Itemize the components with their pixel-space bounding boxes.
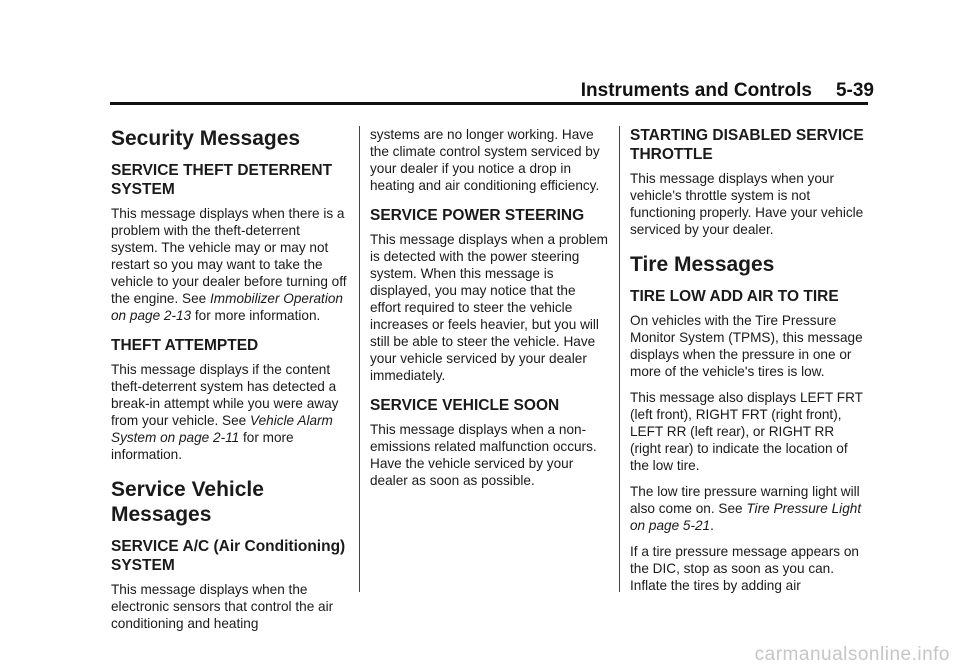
heading-theft-attempted: THEFT ATTEMPTED [111, 337, 259, 354]
paragraph-theft-attempted [111, 361, 349, 463]
column-1 [111, 126, 349, 641]
text: for more information. [111, 430, 294, 462]
column-divider-1 [359, 126, 360, 592]
link-tire-pressure-light[interactable]: Tire Pressure Light on page 5-21 [630, 501, 862, 533]
paragraph-ac: This message displays when the electronic sensors that control the air conditioning and heating [111, 582, 334, 631]
paragraph-tire-3 [630, 483, 868, 534]
link-immobilizer-operation[interactable]: Immobilizer Operation on page 2-13 [111, 291, 343, 323]
text: . [710, 518, 714, 533]
link-vehicle-alarm-system[interactable]: Vehicle Alarm System on page 2-11 [111, 413, 333, 445]
column-divider-2 [619, 126, 620, 592]
heading-starting-disabled: STARTING DISABLED SERVICE THROTTLE [630, 127, 864, 163]
page-header [581, 80, 874, 102]
heading-service-ac: SERVICE A/C (Air Conditioning) SYSTEM [111, 538, 346, 574]
text: for more information. [191, 308, 321, 323]
column-3 [630, 126, 868, 603]
paragraph-tire-4: If a tire pressure message appears on the DIC, stop as soon as you can. Inflate the tires by adding air [630, 544, 859, 593]
paragraph-starting-disabled: This message displays when your vehicle's throttle system is not functioning properly. Have your vehicle serviced by your dealer. [630, 171, 864, 237]
paragraph-ac-continued: systems are no longer working. Have the climate control system serviced by your dealer if you notice a drop in heating and air conditioning efficiency. [370, 127, 600, 193]
header-rule [110, 102, 868, 105]
heading-service-power-steering: SERVICE POWER STEERING [370, 207, 585, 224]
heading-service-theft-deterrent: SERVICE THEFT DETERRENT SYSTEM [111, 162, 333, 198]
heading-service-vehicle-soon: SERVICE VEHICLE SOON [370, 397, 560, 414]
watermark: carmanualsonline.info [754, 644, 950, 665]
paragraph-power-steering: This message displays when a problem is detected with the power steering system. When this message is displayed, you may notice that the effort required to steer the vehicle increases or feels heavier, but you will still be able to steer the vehicle. Have your vehicle serviced by your dealer immediately. [370, 232, 609, 383]
section-title: Instruments and Controls [580, 80, 812, 101]
column-2 [370, 126, 608, 498]
paragraph-tire-1: On vehicles with the Tire Pressure Monitor System (TPMS), this message displays when the pressure in one or more of the vehicle's tires is low. [630, 313, 863, 379]
heading-tire-messages: Tire Messages [630, 253, 775, 276]
heading-service-vehicle-messages: Service Vehicle Messages [111, 478, 264, 526]
paragraph-vehicle-soon: This message displays when a non-emissions related malfunction occurs. Have the vehicle serviced by your dealer as soon as possible. [370, 422, 597, 488]
page-number: 5-39 [835, 80, 874, 101]
text: The low tire pressure warning light will also come on. See [630, 484, 860, 516]
text: This message displays when there is a problem with the theft-deterrent system. The vehicle may or may not restart so you may want to take the vehicle to your dealer before turning off the engine. See [111, 206, 347, 306]
paragraph-theft-deterrent [111, 205, 349, 324]
text: This message displays if the content theft-deterrent system has detected a break-in attempt while you were away from your vehicle. See [111, 362, 339, 428]
heading-tire-low: TIRE LOW ADD AIR TO TIRE [630, 288, 839, 305]
heading-security-messages: Security Messages [111, 127, 301, 150]
paragraph-tire-2: This message also displays LEFT FRT (left front), RIGHT FRT (right front), LEFT RR (left rear), or RIGHT RR (right rear) to indicate the location of the low tire. [630, 390, 863, 473]
